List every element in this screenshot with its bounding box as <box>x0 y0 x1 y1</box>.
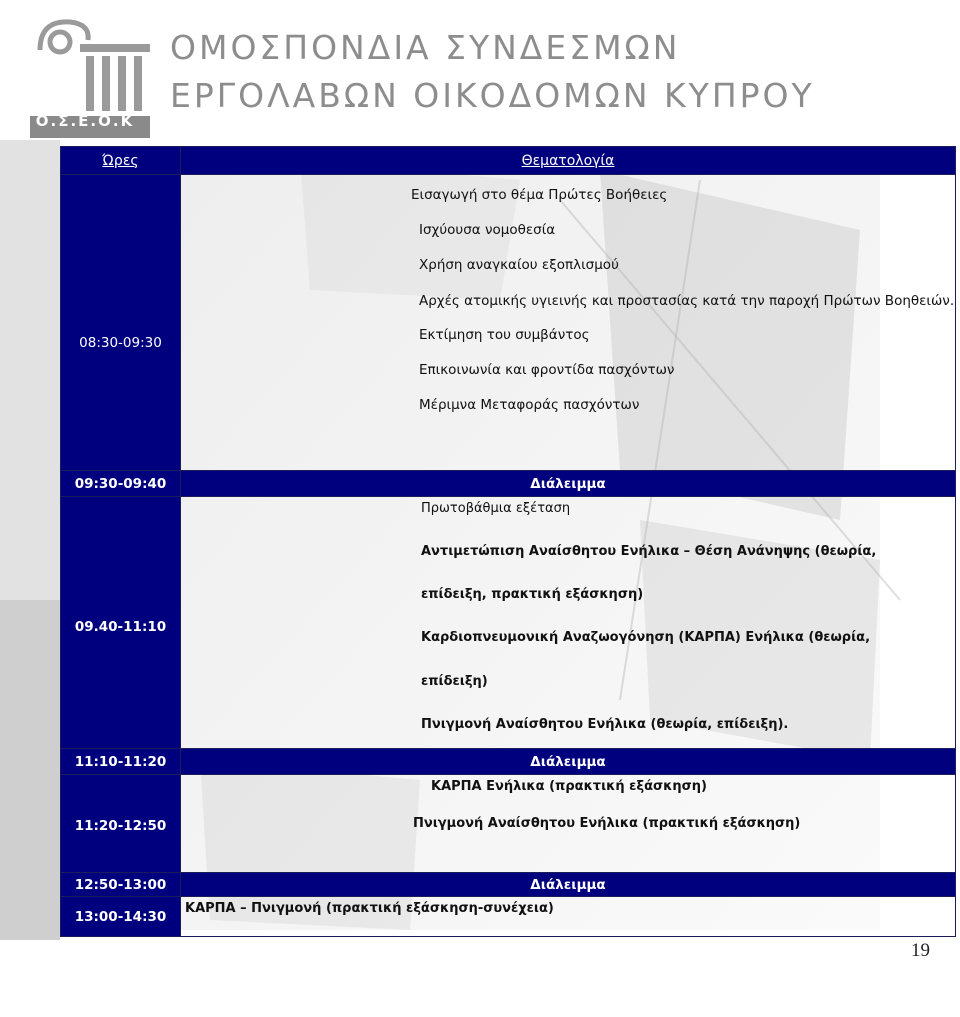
topic-item: Πνιγμονή Αναίσθητου Ενήλικα (πρακτική εξάσκηση) <box>413 816 801 831</box>
session-time-4: 13:00-14:30 <box>61 897 181 937</box>
header-hours: Ώρες <box>61 147 181 175</box>
topic-item: επίδειξη) <box>421 674 488 689</box>
break-row-1 <box>61 471 956 497</box>
topic-item: επίδειξη, πρακτική εξάσκηση) <box>421 587 644 602</box>
break-label-2: Διάλειμμα <box>181 749 956 775</box>
break-time-3: 12:50-13:00 <box>61 873 181 897</box>
session-topics-2 <box>181 497 956 749</box>
topic-item: ΚΑΡΠΑ – Πνιγμονή (πρακτική εξάσκηση-συνέχεια) <box>185 901 554 916</box>
break-row-3 <box>61 873 956 897</box>
break-time-2: 11:10-11:20 <box>61 749 181 775</box>
topic-item: Χρήση αναγκαίου εξοπλισμού <box>419 257 619 273</box>
topic-item: Αντιμετώπιση Αναίσθητου Ενήλικα – Θέση Ανάνηψης (θεωρία, <box>421 544 877 559</box>
header-topics: Θεματολογία <box>181 147 956 175</box>
session-row-1 <box>61 175 956 471</box>
session-time-1: 08:30-09:30 <box>61 175 181 471</box>
topic-item: Επικοινωνία και φροντίδα πασχόντων <box>419 362 675 378</box>
topic-item: Πρωτοβάθμια εξέταση <box>421 501 571 516</box>
break-label-1: Διάλειμμα <box>181 471 956 497</box>
break-time-1: 09:30-09:40 <box>61 471 181 497</box>
session-row-3 <box>61 775 956 873</box>
table-header-row <box>61 147 956 175</box>
topic-item: ΚΑΡΠΑ Ενήλικα (πρακτική εξάσκηση) <box>431 779 707 794</box>
session-row-2 <box>61 497 956 749</box>
org-name-line1: ΟΜΟΣΠΟΝΔΙΑ ΣΥΝΔΕΣΜΩΝ <box>170 28 681 67</box>
topic-item: Εκτίμηση του συμβάντος <box>419 327 590 343</box>
session-topics-1 <box>181 175 956 471</box>
topic-item: Ισχύουσα νομοθεσία <box>419 222 556 238</box>
topic-item: Καρδιοπνευμονική Αναζωογόνηση (ΚΑΡΠΑ) Ενήλικα (θεωρία, <box>421 630 871 645</box>
topic-item: Πνιγμονή Αναίσθητου Ενήλικα (θεωρία, επίδειξη). <box>421 717 789 732</box>
break-label-3: Διάλειμμα <box>181 873 956 897</box>
org-name-line2: ΕΡΓΟΛΑΒΩΝ ΟΙΚΟΔΟΜΩΝ ΚΥΠΡΟΥ <box>170 76 815 115</box>
session-topics-4 <box>181 897 956 937</box>
session-topics-3 <box>181 775 956 873</box>
topic-item: Εισαγωγή στο θέμα Πρώτες Βοήθειες <box>411 187 668 203</box>
topic-item: Αρχές ατομικής υγιεινής και προστασίας κατά την παροχή Πρώτων Βοηθειών. <box>419 293 955 309</box>
page-number: 19 <box>911 940 930 961</box>
session-row-4 <box>61 897 956 937</box>
schedule-table <box>60 146 956 937</box>
topic-item: Μέριμνα Μεταφοράς πασχόντων <box>419 397 640 413</box>
break-row-2 <box>61 749 956 775</box>
session-time-2: 09.40-11:10 <box>61 497 181 749</box>
session-time-3: 11:20-12:50 <box>61 775 181 873</box>
logo-text: Ο.Σ.Ε.Ο.Κ <box>35 112 135 130</box>
letterhead <box>0 0 960 140</box>
